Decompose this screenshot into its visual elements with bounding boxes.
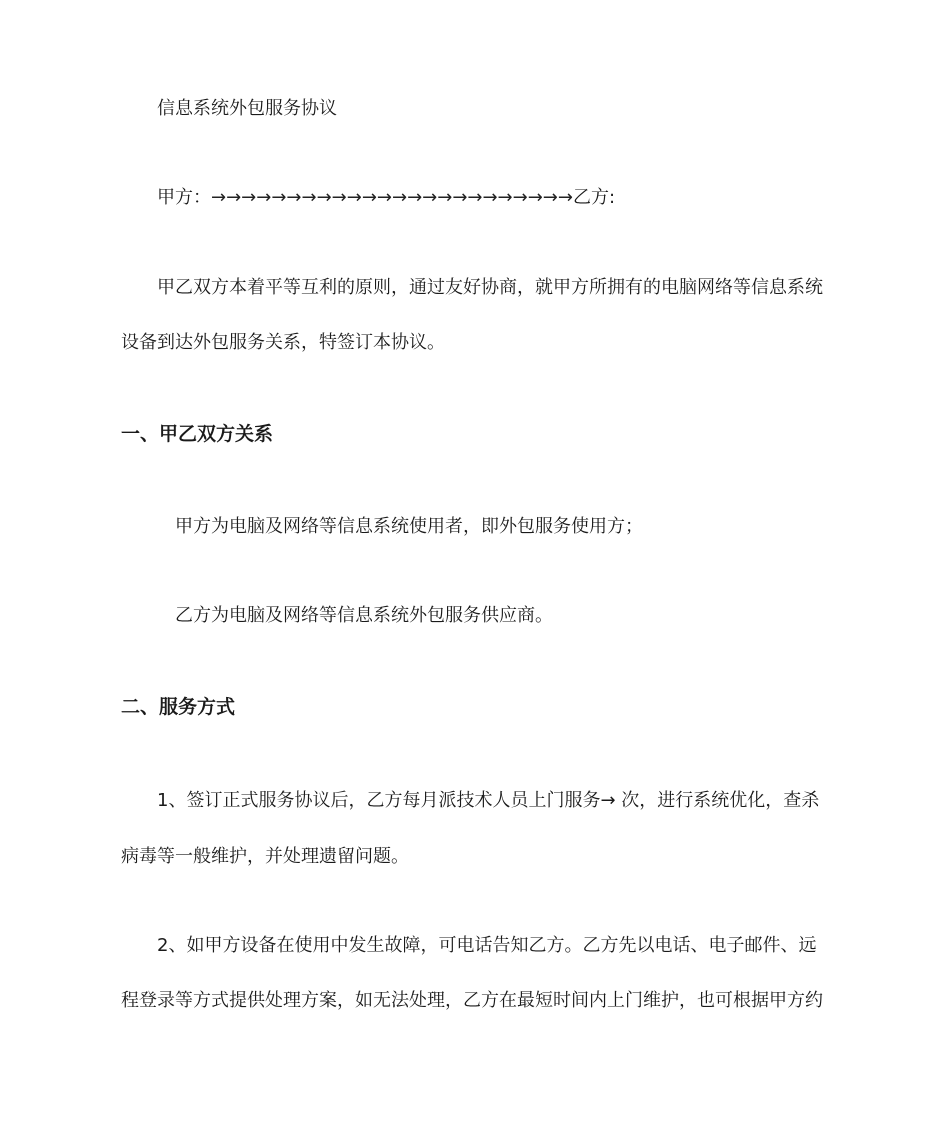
section-2-para-2-line-2: 程登录等方式提供处理方案，如无法处理，乙方在最短时间内上门维护，也可根据甲方约 <box>121 990 823 1011</box>
section-2-heading: 二、服务方式 <box>121 696 236 718</box>
section-2-para-2-line-1: 2、如甲方设备在使用中发生故障，可电话告知乙方。乙方先以电话、电子邮件、远 <box>157 935 817 956</box>
document-title: 信息系统外包服务协议 <box>157 98 337 119</box>
section-2-para-1-line-1: 1、签订正式服务协议后，乙方每月派技术人员上门服务→ 次，进行系统优化，查杀 <box>157 790 820 811</box>
parties-line <box>157 186 615 210</box>
party-b-label: 乙方: <box>572 187 616 208</box>
section-1-item-2: 乙方为电脑及网络等信息系统外包服务供应商。 <box>175 605 553 626</box>
intro-line-1: 甲乙双方本着平等互利的原则，通过友好协商，就甲方所拥有的电脑网络等信息系统 <box>157 277 823 298</box>
blank-filler: →→→→→→→→→→→→→→→→→→→→→→→→ <box>211 187 573 208</box>
section-2-para-1-line-2: 病毒等一般维护，并处理遗留问题。 <box>121 846 409 867</box>
party-a-label: 甲方： <box>157 187 211 208</box>
intro-line-2: 设备到达外包服务关系，特签订本协议。 <box>121 332 445 353</box>
section-1-item-1: 甲方为电脑及网络等信息系统使用者，即外包服务使用方； <box>175 516 643 537</box>
section-1-heading: 一、甲乙双方关系 <box>121 423 274 445</box>
